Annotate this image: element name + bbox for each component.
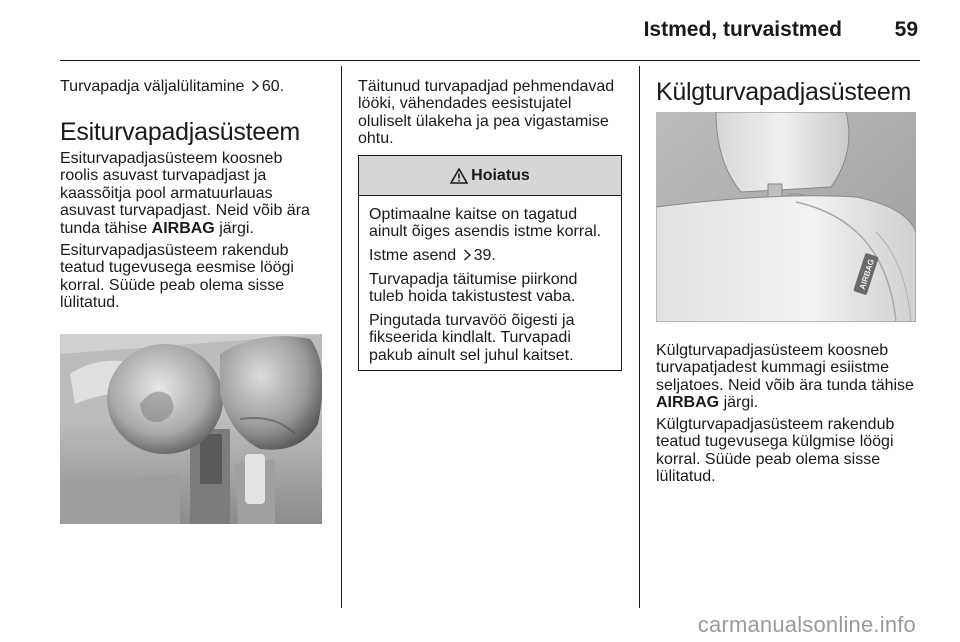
text-line: teatud tugevusega külgmise löögi <box>656 433 894 451</box>
text-line: tuleb hoida takistustest vaba. <box>369 288 576 306</box>
text-line: teatud tugevusega eesmise löögi <box>60 259 294 277</box>
page-header <box>0 0 960 62</box>
text-line: turvapatjadest kummagi esiistme <box>656 359 889 377</box>
warning-paragraph-1 <box>369 206 613 241</box>
text-line: Esiturvapadjasüsteem koosneb <box>60 150 283 167</box>
front-airbag-illustration <box>60 334 322 524</box>
text-line: pakub ainult sel juhul kaitset. <box>369 346 574 364</box>
text-line: Turvapadja täitumise piirkond <box>369 271 578 288</box>
chevron-right-icon <box>463 249 472 261</box>
seat-ref-number: 39. <box>473 247 496 264</box>
text-line: lülitatud. <box>656 468 716 486</box>
text-line: Külgturvapadjasüsteem rakendub <box>656 416 895 433</box>
text-fragment: järgi. <box>219 219 254 237</box>
warning-paragraph-3 <box>369 271 613 306</box>
text-line: lülitatud. <box>60 294 120 312</box>
text-line: korral. Süüde peab olema sisse <box>60 276 285 294</box>
text-line: roolis asuvast turvapadjast ja <box>60 167 267 185</box>
intro-ref-number: 60. <box>261 78 285 95</box>
side-airbag-illustration <box>656 112 916 322</box>
text-line <box>656 394 936 411</box>
warning-triangle-icon <box>450 168 468 184</box>
column-divider-2 <box>639 66 640 608</box>
text-line: ainult õiges asendis istme korral. <box>369 223 602 241</box>
warning-box <box>358 155 622 371</box>
intro-text: Turvapadja väljalülitamine <box>60 78 245 95</box>
text-line: oluliselt ülakeha ja pea vigastamise <box>358 112 609 130</box>
text-line: Külgturvapadjasüsteem koosneb <box>656 342 889 359</box>
text-line: Optimaalne kaitse on tagatud <box>369 206 578 223</box>
side-airbag-paragraph-1 <box>656 342 936 412</box>
text-line: ohtu. <box>358 130 394 148</box>
text-fragment: tunda tähise <box>60 219 148 237</box>
header-divider <box>60 60 920 61</box>
airbag-label: AIRBAG <box>151 219 215 237</box>
page-header-title: Istmed, turvaistmed <box>643 18 842 41</box>
chevron-right-icon <box>251 80 260 92</box>
text-line <box>60 220 330 237</box>
deployment-paragraph <box>358 78 630 148</box>
watermark: carmanualsonline.info <box>697 612 916 637</box>
warning-paragraph-4 <box>369 312 613 364</box>
front-airbag-paragraph-2 <box>60 242 330 312</box>
text-line: Esiturvapadjasüsteem rakendub <box>60 242 289 259</box>
column-divider-1 <box>341 66 342 608</box>
text-fragment: järgi. <box>723 394 759 412</box>
text-line: lööki, vähendades eesistujatel <box>358 95 572 113</box>
warning-title: Hoiatus <box>471 166 530 184</box>
text-line: fikseerida kindlalt. Turvapadi <box>369 329 571 347</box>
warning-paragraph-2[interactable] <box>369 247 613 264</box>
side-airbag-heading: Külgturvapadjasüsteem <box>656 78 911 106</box>
front-airbag-paragraph-1 <box>60 150 330 237</box>
text-line: kaassõitja pool armatuurlauas <box>60 184 273 202</box>
airbag-label: AIRBAG <box>656 394 720 412</box>
text-line: seljatoes. Neid võib ära tunda tähise <box>656 376 914 394</box>
warning-header <box>359 156 621 196</box>
text-line: Pingutada turvavöö õigesti ja <box>369 312 575 329</box>
text-line: Täitunud turvapadjad pehmendavad <box>358 78 615 95</box>
intro-reference[interactable] <box>60 78 330 95</box>
seat-airbag-tag: AIRBAG <box>857 257 877 291</box>
text-fragment: Istme asend <box>369 247 457 264</box>
front-airbag-heading: Esiturvapadjasüsteem <box>60 118 300 146</box>
text-line: asuvast turvapadjast. Neid võib ära <box>60 202 310 220</box>
side-airbag-paragraph-2 <box>656 416 936 486</box>
text-line: korral. Süüde peab olema sisse <box>656 450 881 468</box>
page-number: 59 <box>894 18 918 41</box>
